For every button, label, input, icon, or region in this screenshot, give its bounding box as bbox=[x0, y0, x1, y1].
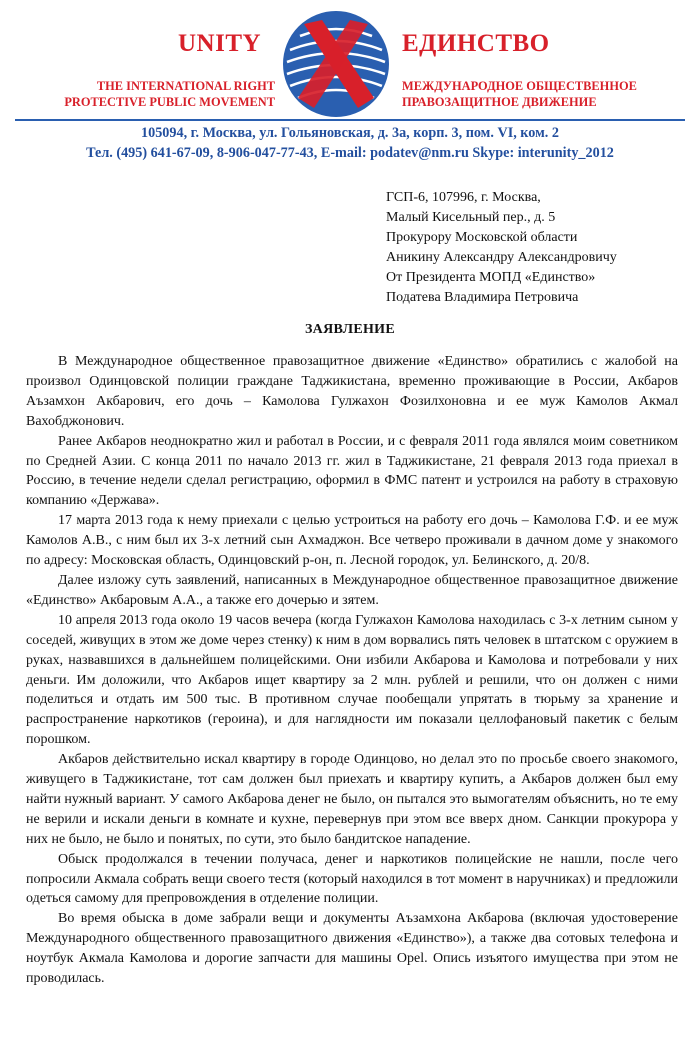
body-paragraph: 10 апреля 2013 года около 19 часов вечера (когда Гулжахон Камолова находилась с 3-х летним сыном у соседей, живущих в этом же доме через стенку) к ним в дом ворвались пять человек в штатском с оружием в руках, назвавшихся в дальнейшем полицейскими. Они избили Акбарова и Камолова и потребовали у них деньги. Им доложили, что Акбаров ищет квартиру за 2 млн. рублей и решили, что он должен с ними поделиться и отдать им 500 тыс. В противном случае пообещали упрятать в тюрьму за хранение и распространение наркотиков (героина), и для наглядности им показали целлофановый пакетик с белым порошком. bbox=[26, 612, 678, 748]
body-paragraph: Ранее Акбаров неоднократно жил и работал в России, и с февраля 2011 года являлся моим советником по Средней Азии. С конца 2011 по начало 2013 гг. жил в Таджикистане, 21 февраля 2013 года приехал в Россию, в течение недели сделал регистрацию, оформил в ФМС патент и устроился на работу в страховую компанию «Держава». bbox=[26, 433, 678, 509]
subtitle-russian bbox=[402, 78, 692, 110]
recipient-line: Малый Кисельный пер., д. 5 bbox=[386, 210, 556, 225]
brand-name-russian: ЕДИНСТВО bbox=[402, 30, 550, 57]
letterhead bbox=[0, 0, 700, 170]
document-body bbox=[26, 352, 678, 989]
subtitle-english-line-1: THE INTERNATIONAL RIGHT bbox=[96, 79, 275, 93]
body-paragraph: Далее изложу суть заявлений, написанных в Международное общественное правозащитное движение «Единство» Акбаровым А.А., а также его дочерью и зятем. bbox=[26, 572, 678, 608]
subtitle-english-line-2: PROTECTIVE PUBLIC MOVEMENT bbox=[64, 95, 275, 109]
subtitle-russian-line-1: МЕЖДУНАРОДНОЕ ОБЩЕСТВЕННОЕ bbox=[402, 79, 637, 93]
body-paragraph: Во время обыска в доме забрали вещи и документы Аъзамхона Акбарова (включая удостоверение Международного общественного правозащитного движения «Единство»), а также два сотовых телефона и ноутбук Акмала Камолова и дорогие запчасти для машины Opel. Опись изъятого имущества при этом не проводилась. bbox=[26, 911, 678, 987]
organization-contacts: Тел. (495) 641-67-09, 8-906-047-77-43, E-mail: podatev@nm.ru Skype: interunity_2012 bbox=[86, 145, 614, 161]
document-title: ЗАЯВЛЕНИЕ bbox=[304, 322, 395, 337]
unity-logo-icon bbox=[282, 10, 390, 118]
recipient-line: Податева Владимира Петровича bbox=[386, 290, 579, 305]
subtitle-russian-line-2: ПРАВОЗАЩИТНОЕ ДВИЖЕНИЕ bbox=[402, 95, 597, 109]
subtitle-english bbox=[27, 78, 275, 110]
recipient-line: Прокурору Московской области bbox=[386, 230, 578, 245]
recipient-line: От Президента МОПД «Единство» bbox=[386, 270, 596, 285]
body-paragraph: Акбаров действительно искал квартиру в городе Одинцово, но делал это по просьбе своего знакомого, живущего в Таджикистане, тот сам должен был приехать и квартиру купить, а Акбаров должен был ему найти нужный вариант. У самого Акбарова денег не было, он пытался это вымогателям объяснить, но те ему не верили и искали деньги в комнате и кухне, перевернув при этом все вверх дном. Санкции прокурора у них не было, не было и понятых, по сути, это было бандитское нападение. bbox=[26, 752, 678, 847]
body-paragraph: В Международное общественное правозащитное движение «Единство» обратились с жалобой на произвол Одинцовской полиции граждане Таджикистана, временно проживающие в России, Акбаров Аъзамхон Акбарович, его дочь – Камолова Гулжахон Фозилхоновна и ее муж Камолов Акмал Вахобджонович. bbox=[26, 354, 678, 429]
body-paragraph: 17 марта 2013 года к нему приехали с целью устроиться на работу его дочь – Камолова Г.Ф. и ее муж Камолов А.В., с ним был их 3-х летний сын Ахмаджон. Все четверо проживали в дачном доме у знакомого по адресу: Московская область, Одинцовский р-он, п. Лесной городок, ул. Белинского, д. 20/8. bbox=[26, 513, 678, 569]
organization-address: 105094, г. Москва, ул. Гольяновская, д. 3а, корп. 3, пом. VI, ком. 2 bbox=[141, 125, 559, 141]
brand-name-english: UNITY bbox=[178, 30, 262, 57]
header-divider bbox=[15, 119, 685, 121]
recipient-line: ГСП-6, 107996, г. Москва, bbox=[386, 190, 541, 205]
body-paragraph: Обыск продолжался в течении получаса, денег и наркотиков полицейские не нашли, после чего попросили Акмала собрать вещи своего тестя (который находился в тот момент в наручниках) и предложили одеться самому для препровождения в отделение полиции. bbox=[26, 851, 678, 907]
recipient-line: Аникину Александру Александровичу bbox=[386, 250, 617, 265]
recipient-block bbox=[386, 188, 696, 308]
